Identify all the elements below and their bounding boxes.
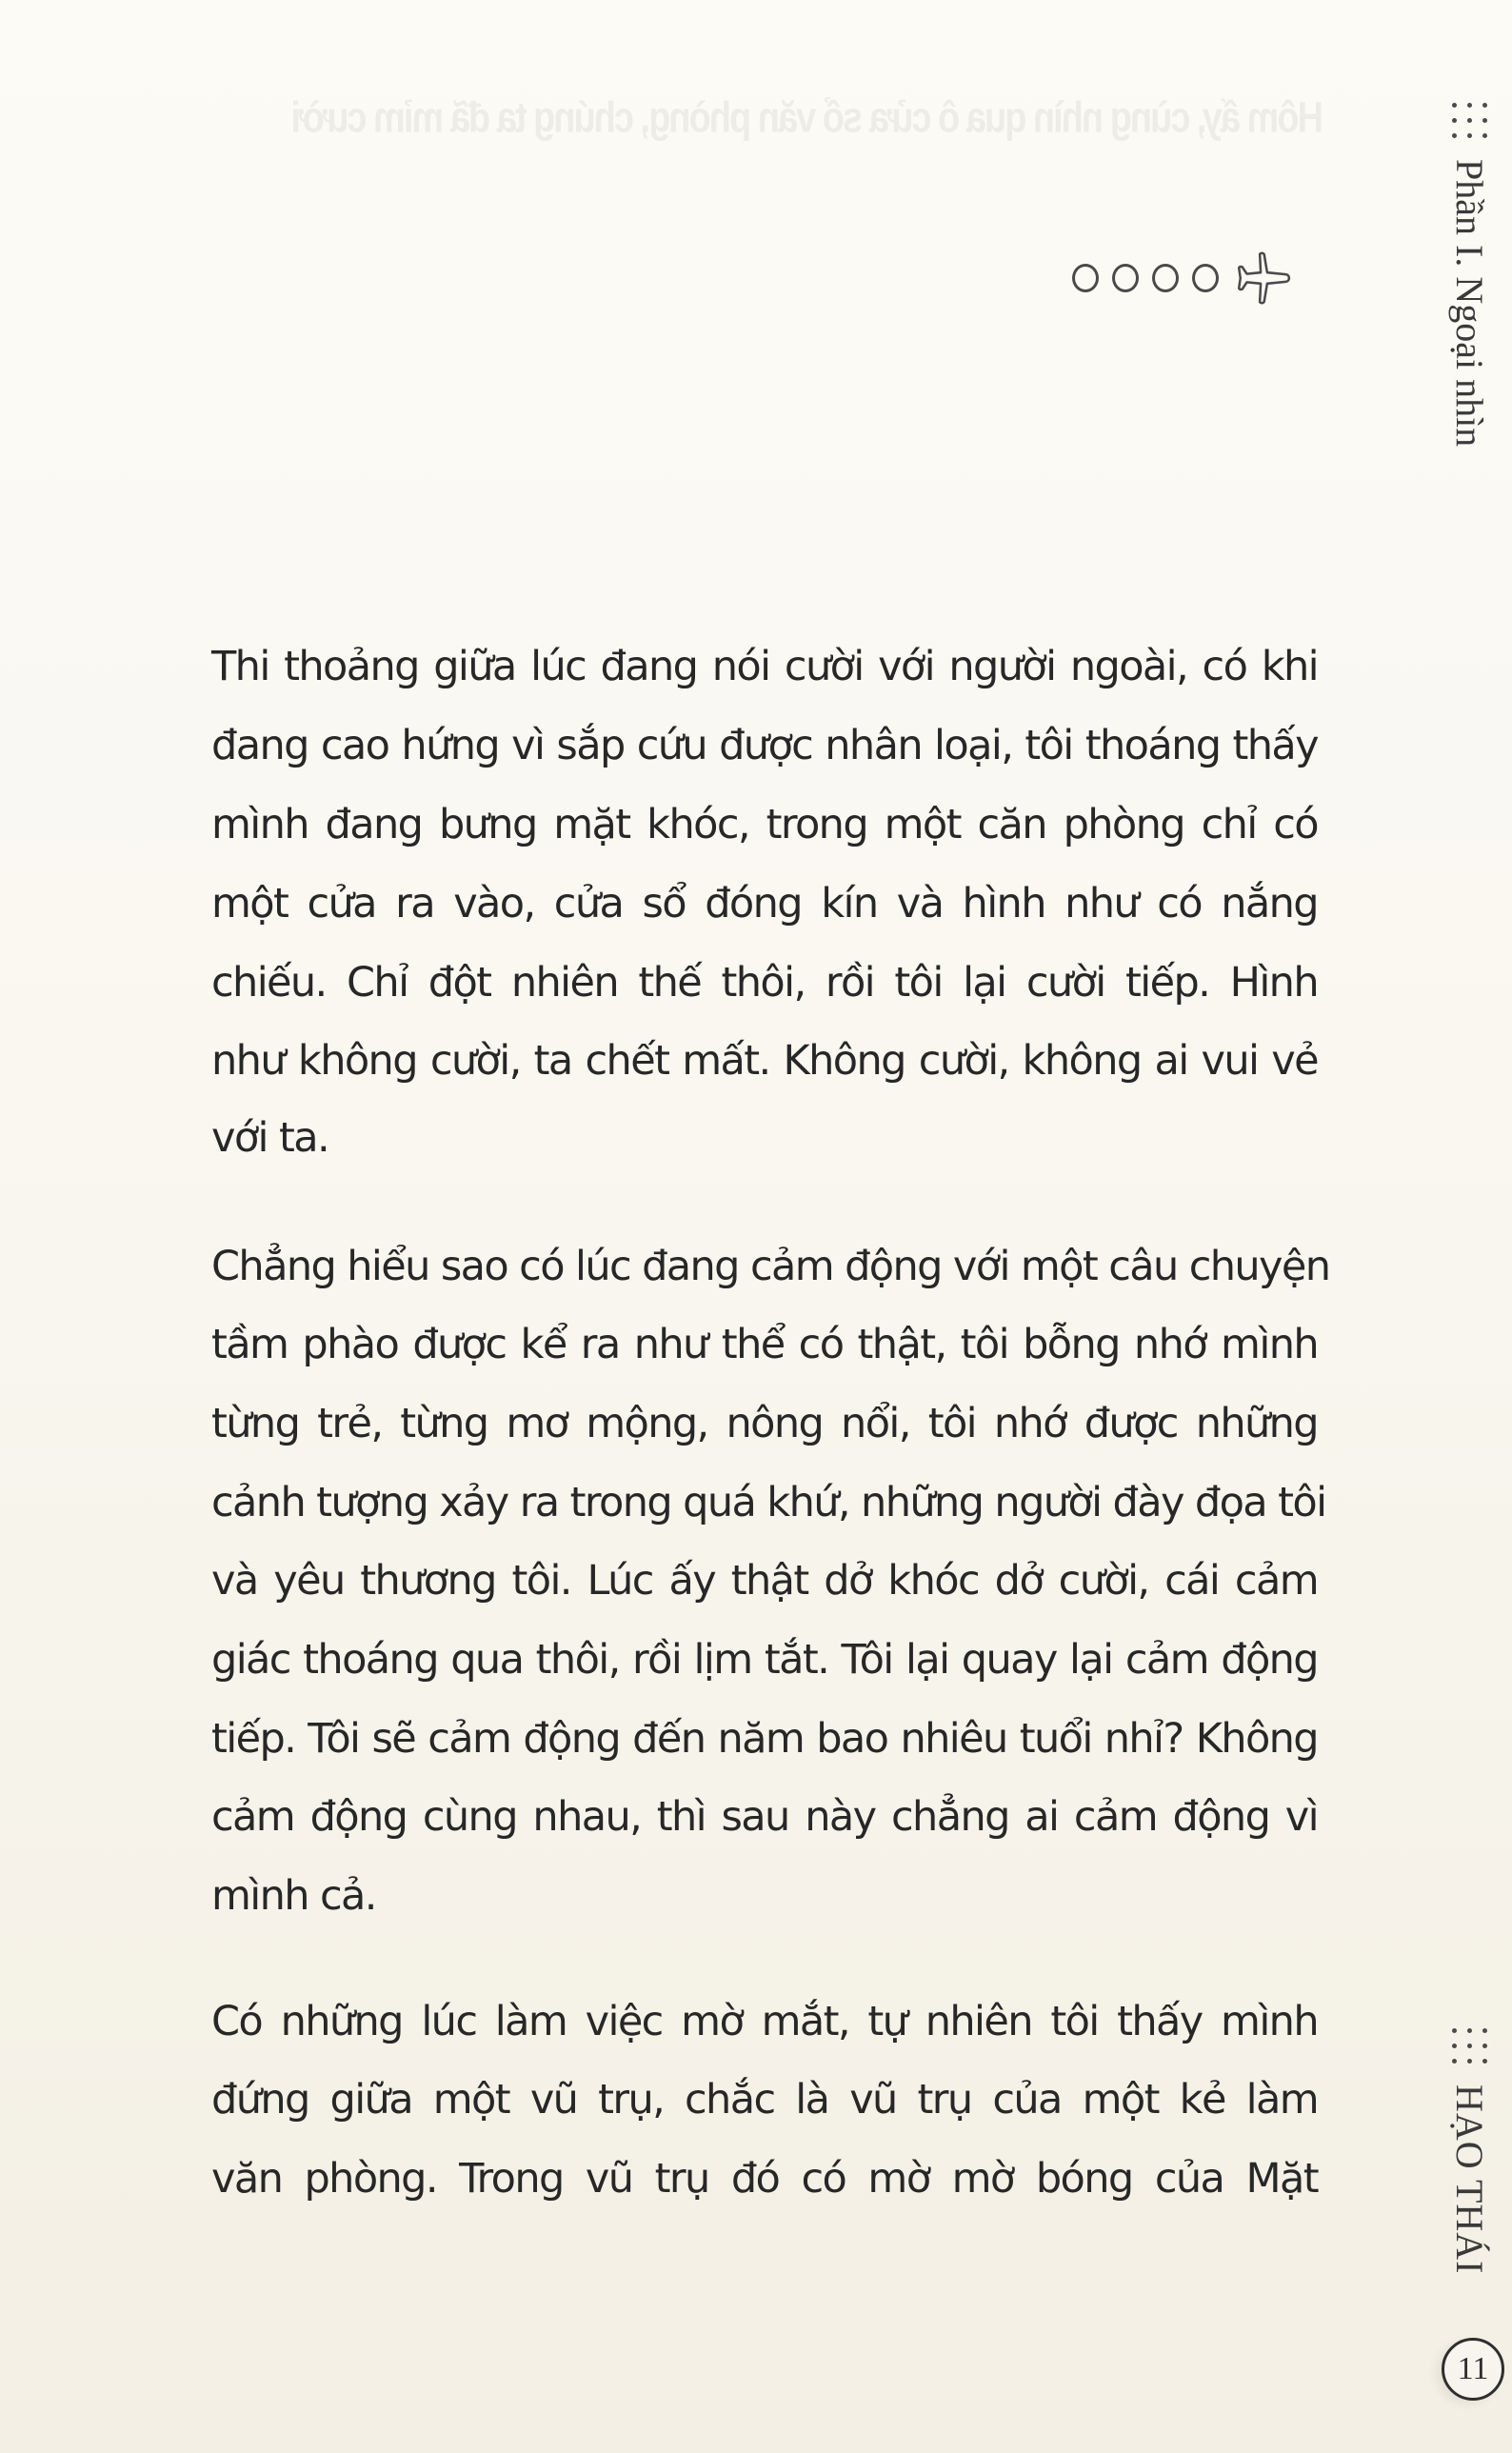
bleed-through-header: Hôm ấy, cùng nhìn qua ô cửa sổ văn phòng, chúng ta đã mỉm cười <box>292 93 1323 143</box>
ring-icon <box>1192 264 1219 292</box>
ring-icon <box>1072 264 1099 292</box>
ring-icon <box>1152 264 1179 292</box>
text-line: đứng giữa một vũ trụ, chắc là vũ trụ của một kẻ làm <box>211 2076 1318 2124</box>
text-line: tiếp. Tôi sẽ cảm động đến năm bao nhiêu tuổi nhỉ? Không <box>211 1715 1318 1763</box>
text-line: cảm động cùng nhau, thì sau này chẳng ai cảm động vì <box>211 1793 1318 1841</box>
ring-icon <box>1112 264 1139 292</box>
text-line: và yêu thương tôi. Lúc ấy thật dở khóc dở cười, cái cảm <box>211 1557 1318 1605</box>
text-line: cảnh tượng xảy ra trong quá khứ, những người đày đọa tôi <box>211 1479 1326 1526</box>
text-line: một cửa ra vào, cửa sổ đóng kín và hình như có nắng <box>211 880 1318 927</box>
text-line: với ta. <box>211 1114 329 1162</box>
dots-ornament-icon <box>1452 2028 1487 2064</box>
section-title: Phần I. Ngoại nhìn <box>1448 159 1491 448</box>
running-head-author <box>1447 2028 1492 2274</box>
text-line: văn phòng. Trong vũ trụ đó có mờ mờ bóng của Mặt <box>211 2155 1318 2203</box>
text-line: Thi thoảng giữa lúc đang nói cười với người ngoài, có khi <box>211 643 1318 690</box>
page-number <box>1442 2338 1504 2401</box>
dots-ornament-icon <box>1452 103 1487 138</box>
text-line: tầm phào được kể ra như thể có thật, tôi bỗng nhớ mình <box>211 1321 1318 1368</box>
text-line: Có những lúc làm việc mờ mắt, tự nhiên tôi thấy mình <box>211 1998 1318 2045</box>
page-number-text: 11 <box>1457 2351 1489 2386</box>
text-line: đang cao hứng vì sắp cứu được nhân loại, tôi thoáng thấy <box>211 722 1318 769</box>
running-head-section <box>1447 103 1492 447</box>
text-line: từng trẻ, từng mơ mộng, nông nổi, tôi nhớ được những <box>211 1400 1318 1447</box>
author-name: HẠO THÁI <box>1448 2084 1491 2275</box>
text-line: như không cười, ta chết mất. Không cười, không ai vui vẻ <box>211 1037 1318 1085</box>
airplane-icon <box>1234 249 1293 308</box>
text-line: chiếu. Chỉ đột nhiên thế thôi, rồi tôi lại cười tiếp. Hình <box>211 959 1318 1007</box>
chapter-ornament <box>1072 249 1293 307</box>
text-line: mình cả. <box>211 1872 376 1920</box>
text-line: mình đang bưng mặt khóc, trong một căn phòng chỉ có <box>211 801 1318 848</box>
text-line: Chẳng hiểu sao có lúc đang cảm động với một câu chuyện <box>211 1243 1330 1290</box>
text-line: giác thoáng qua thôi, rồi lịm tắt. Tôi lại quay lại cảm động <box>211 1636 1318 1684</box>
